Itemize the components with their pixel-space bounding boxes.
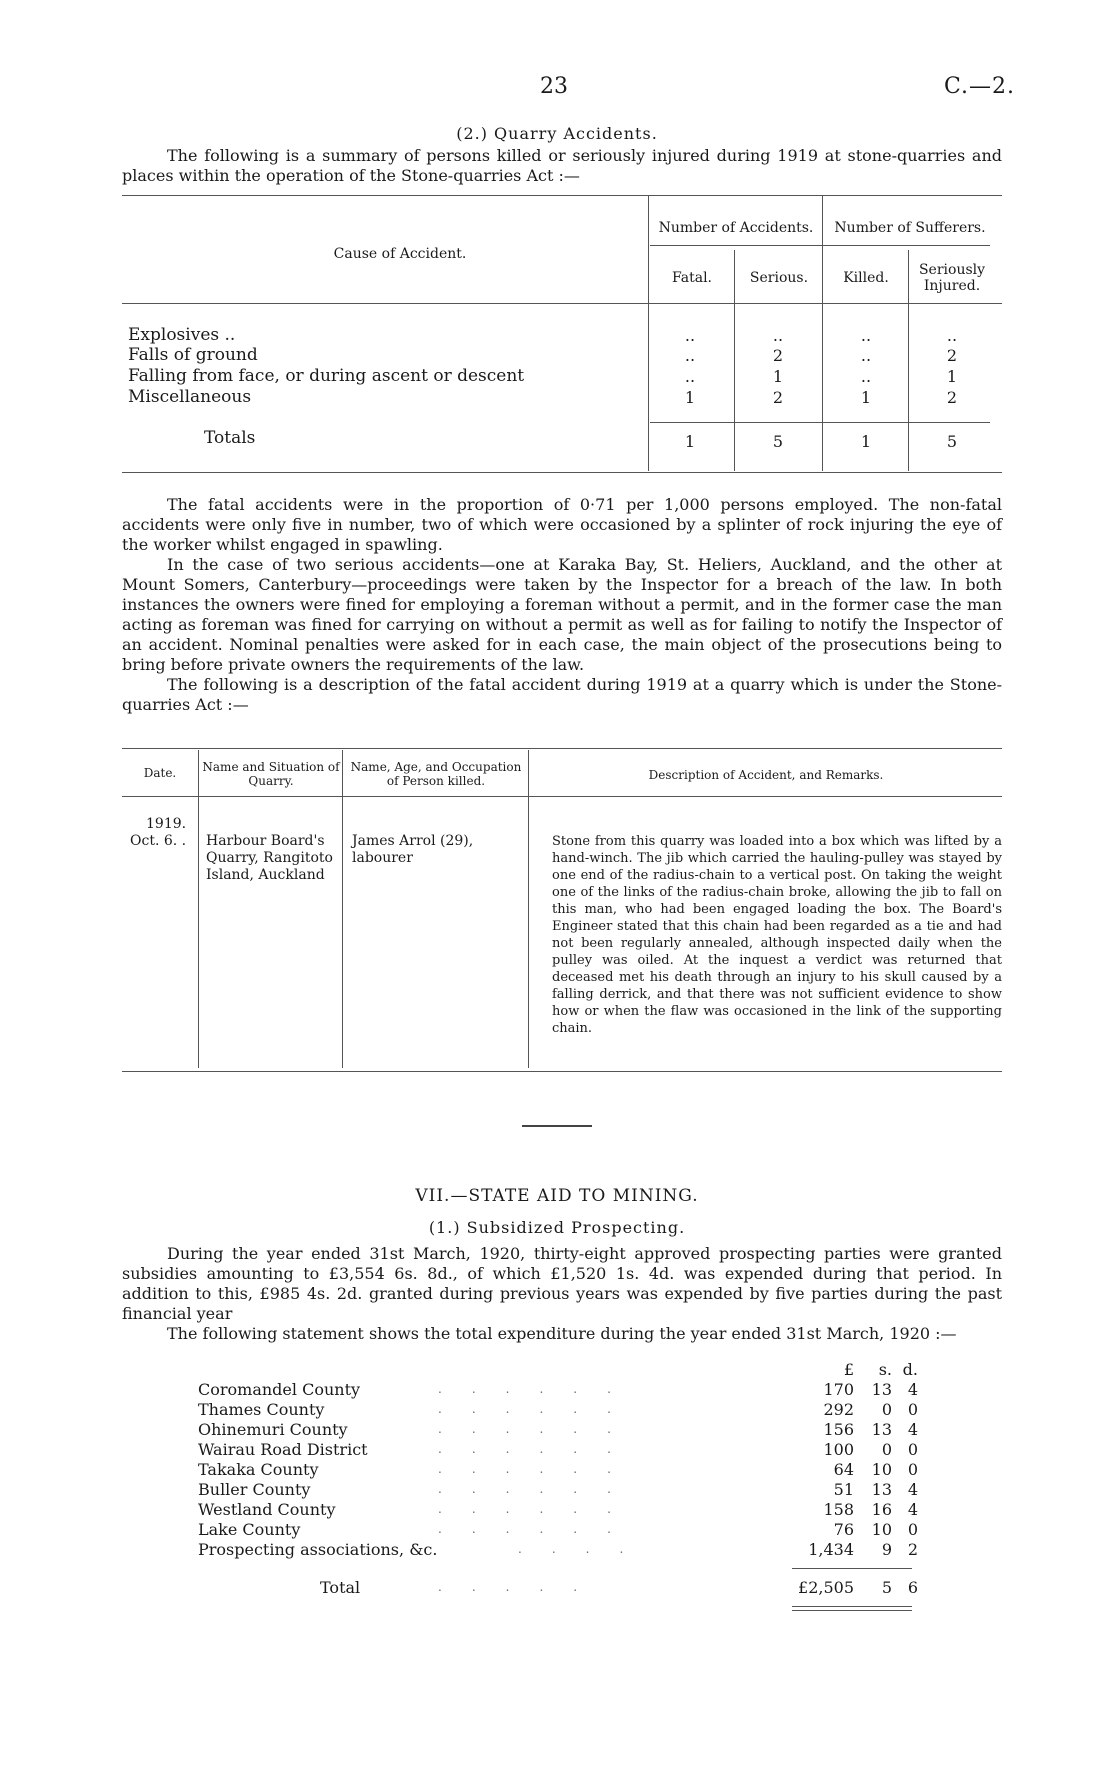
list-item: Thames County ...... 292 0 0 xyxy=(198,1400,918,1419)
total-shillings: 5 xyxy=(881,1578,892,1597)
injured-value: 1 xyxy=(946,367,958,386)
pence: 4 xyxy=(907,1420,918,1439)
person-killed: James Arrol (29), labourer xyxy=(352,833,474,866)
table-divider xyxy=(908,250,909,471)
double-rule xyxy=(792,1606,912,1607)
totals-label: Totals xyxy=(204,428,256,448)
accident-year: 1919. xyxy=(146,816,187,832)
page-number: 23 xyxy=(540,74,568,99)
fatal-value: .. xyxy=(684,346,696,365)
table-rule xyxy=(122,748,1002,749)
serious-value: 2 xyxy=(772,388,784,407)
cause-label: Miscellaneous xyxy=(128,387,252,407)
serious-value: .. xyxy=(772,326,784,345)
table-rule xyxy=(122,195,1002,196)
shillings: 0 xyxy=(881,1400,892,1419)
cause-header: Cause of Accident. xyxy=(333,246,467,262)
table-rule xyxy=(650,422,990,423)
header-quarry: Name and Situation of Quarry. xyxy=(202,760,340,788)
total-row: Total ..... £2,505 5 6 xyxy=(320,1578,918,1597)
table-divider xyxy=(822,195,823,471)
pounds: 156 xyxy=(823,1420,854,1439)
injured-total: 5 xyxy=(946,432,958,451)
quarry-body xyxy=(122,495,1002,715)
pounds: 1,434 xyxy=(808,1540,854,1559)
quarry-accidents-title: (2.) Quarry Accidents. xyxy=(456,124,658,143)
killed-value: 1 xyxy=(860,388,872,407)
accident-description: Stone from this quarry was loaded into a box which was lifted by a hand-winch. The jib which carried the hauling-pulley was stayed by one end of the radius-chain to a vertical post. On taking the weight one of the links of the radius-chain broke, allowing the jib to fall on this man, who had been engaged loading the box. The Board's Engineer stated that this chain had been regarded as a tie and had not been regularly annealed, although inspected daily when the pulley was oiled. At the inquest a verdict was returned that deceased met his death through an injury to his skull caused by a falling derrick, and that there was not sufficient evidence to show how or when the flaw was occasioned in the link of the supporting chain. xyxy=(552,834,1002,1036)
list-item: Coromandel County ...... 170 13 4 xyxy=(198,1380,918,1399)
expenditure-name: Westland County xyxy=(198,1500,336,1519)
pounds: 64 xyxy=(833,1460,854,1479)
fatal-value: .. xyxy=(684,326,696,345)
expenditure-name: Ohinemuri County xyxy=(198,1420,348,1439)
injured-value: 2 xyxy=(946,346,958,365)
table-divider xyxy=(648,195,649,471)
pence: 0 xyxy=(907,1440,918,1459)
total-pence: 6 xyxy=(907,1578,918,1597)
pence: 4 xyxy=(907,1380,918,1399)
subsidized-prospecting-title: (1.) Subsidized Prospecting. xyxy=(428,1218,686,1237)
pounds: 292 xyxy=(823,1400,854,1419)
shillings-header: s. xyxy=(878,1360,892,1379)
header-person: Name, Age, and Occupation of Person killed. xyxy=(350,760,522,788)
header-description: Description of Accident, and Remarks. xyxy=(648,768,884,782)
serious-value: 1 xyxy=(772,367,784,386)
table-divider xyxy=(342,750,343,1068)
pounds: 51 xyxy=(833,1480,854,1499)
fatal-value: 1 xyxy=(684,388,696,407)
fatal-total: 1 xyxy=(684,432,696,451)
killed-total: 1 xyxy=(860,432,872,451)
killed-value: .. xyxy=(860,326,872,345)
pounds: 158 xyxy=(823,1500,854,1519)
expenditure-name: Coromandel County xyxy=(198,1380,361,1399)
section-separator xyxy=(522,1125,592,1127)
expenditure-name: Lake County xyxy=(198,1520,301,1539)
shillings: 13 xyxy=(871,1480,892,1499)
table-divider xyxy=(528,750,529,1068)
list-item: Lake County ...... 76 10 0 xyxy=(198,1520,918,1539)
table-rule xyxy=(122,303,1002,304)
expenditure-name: Prospecting associations, &c. xyxy=(198,1540,438,1559)
list-item: Buller County ...... 51 13 4 xyxy=(198,1480,918,1499)
table-rule xyxy=(122,796,1002,797)
cause-label: Falls of ground xyxy=(128,345,258,365)
shillings: 0 xyxy=(881,1440,892,1459)
pence: 4 xyxy=(907,1480,918,1499)
table-rule xyxy=(122,1071,1002,1072)
cause-label: Explosives .. xyxy=(128,325,236,345)
killed-value: .. xyxy=(860,367,872,386)
table-divider xyxy=(734,250,735,471)
quarry-name: Harbour Board's Quarry, Rangitoto Island, Auckland xyxy=(206,833,333,883)
paragraph: During the year ended 31st March, 1920, thirty-eight approved prospecting parties were granted subsidies amounting to £3,554 6s. 8d., of which £1,520 1s. 4d. was expended during that period. In addition to this, £985 4s. 2d. granted during previous years was expended by five parties during the past financial year xyxy=(122,1244,1002,1323)
injured-value: .. xyxy=(946,326,958,345)
table-rule xyxy=(650,245,990,246)
table-divider xyxy=(198,750,199,1068)
fatal-value: .. xyxy=(684,367,696,386)
paragraph: The fatal accidents were in the proportion of 0·71 per 1,000 persons employed. The non-fatal accidents were only five in number, two of which were occasioned by a splinter of rock injuring the eye of the worker whilst engaged in spawling. xyxy=(122,495,1002,554)
injured-value: 2 xyxy=(946,388,958,407)
expenditure-name: Takaka County xyxy=(198,1460,319,1479)
col-serious: Serious. xyxy=(749,270,809,286)
col-killed: Killed. xyxy=(843,270,889,286)
pounds: 76 xyxy=(833,1520,854,1539)
accident-date: Oct. 6. . xyxy=(130,833,187,849)
list-item: Ohinemuri County ...... 156 13 4 xyxy=(198,1420,918,1439)
sum-rule xyxy=(792,1568,912,1569)
currency-header xyxy=(198,1360,918,1380)
document-code: C.—2. xyxy=(944,74,1016,99)
shillings: 9 xyxy=(881,1540,892,1559)
list-item: Westland County ...... 158 16 4 xyxy=(198,1500,918,1519)
killed-value: .. xyxy=(860,346,872,365)
total-pounds: £2,505 xyxy=(798,1578,854,1597)
pence: 2 xyxy=(907,1540,918,1559)
paragraph: The following is a description of the fatal accident during 1919 at a quarry which is under the Stone-quarries Act :— xyxy=(122,675,1002,714)
state-aid-title: VII.—STATE AID TO MINING. xyxy=(415,1186,699,1206)
expenditure-name: Wairau Road District xyxy=(198,1440,368,1459)
shillings: 13 xyxy=(871,1380,892,1399)
state-aid-body xyxy=(122,1244,1002,1344)
paragraph: The following statement shows the total expenditure during the year ended 31st March, 1920 :— xyxy=(167,1324,957,1343)
pence: 4 xyxy=(907,1500,918,1519)
cause-label: Falling from face, or during ascent or descent xyxy=(128,366,525,386)
list-item: Takaka County ...... 64 10 0 xyxy=(198,1460,918,1479)
expenditure-name: Buller County xyxy=(198,1480,311,1499)
quarry-intro-text: The following is a summary of persons killed or seriously injured during 1919 at stone-quarries and places within the operation of the Stone-quarries Act :— xyxy=(122,146,1002,185)
shillings: 10 xyxy=(871,1520,892,1539)
pounds: 170 xyxy=(823,1380,854,1399)
pence: 0 xyxy=(907,1400,918,1419)
pounds-header: £ xyxy=(843,1360,854,1379)
table-rule xyxy=(122,472,1002,473)
shillings: 13 xyxy=(871,1420,892,1439)
pence: 0 xyxy=(907,1520,918,1539)
sufferers-header: Number of Sufferers. xyxy=(834,220,986,236)
pence-header: d. xyxy=(902,1360,918,1379)
header-date: Date. xyxy=(143,766,177,780)
paragraph: In the case of two serious accidents—one at Karaka Bay, St. Heliers, Auckland, and the other at Mount Somers, Canterbury—proceedings were taken by the Inspector for a breach of the law. In both instances the owners were fined for employing a foreman without a permit, and in the former case the man acting as foreman was fined for carrying on without a permit as well as for failing to notify the Inspector of an accident. Nominal penalties were asked for in each case, the main object of the prosecutions being to bring before private owners the requirements of the law. xyxy=(122,555,1002,674)
expenditure-name: Thames County xyxy=(198,1400,325,1419)
accidents-header: Number of Accidents. xyxy=(658,220,814,236)
quarry-intro xyxy=(122,146,1002,186)
shillings: 16 xyxy=(871,1500,892,1519)
serious-value: 2 xyxy=(772,346,784,365)
pence: 0 xyxy=(907,1460,918,1479)
col-injured: Seriously Injured. xyxy=(918,262,986,294)
pounds: 100 xyxy=(823,1440,854,1459)
list-item: Prospecting associations, &c. .... 1,434 9 2 xyxy=(198,1540,918,1559)
double-rule xyxy=(792,1610,912,1611)
shillings: 10 xyxy=(871,1460,892,1479)
total-label: Total xyxy=(320,1578,361,1597)
col-fatal: Fatal. xyxy=(671,270,712,286)
serious-total: 5 xyxy=(772,432,784,451)
list-item: Wairau Road District ...... 100 0 0 xyxy=(198,1440,918,1459)
